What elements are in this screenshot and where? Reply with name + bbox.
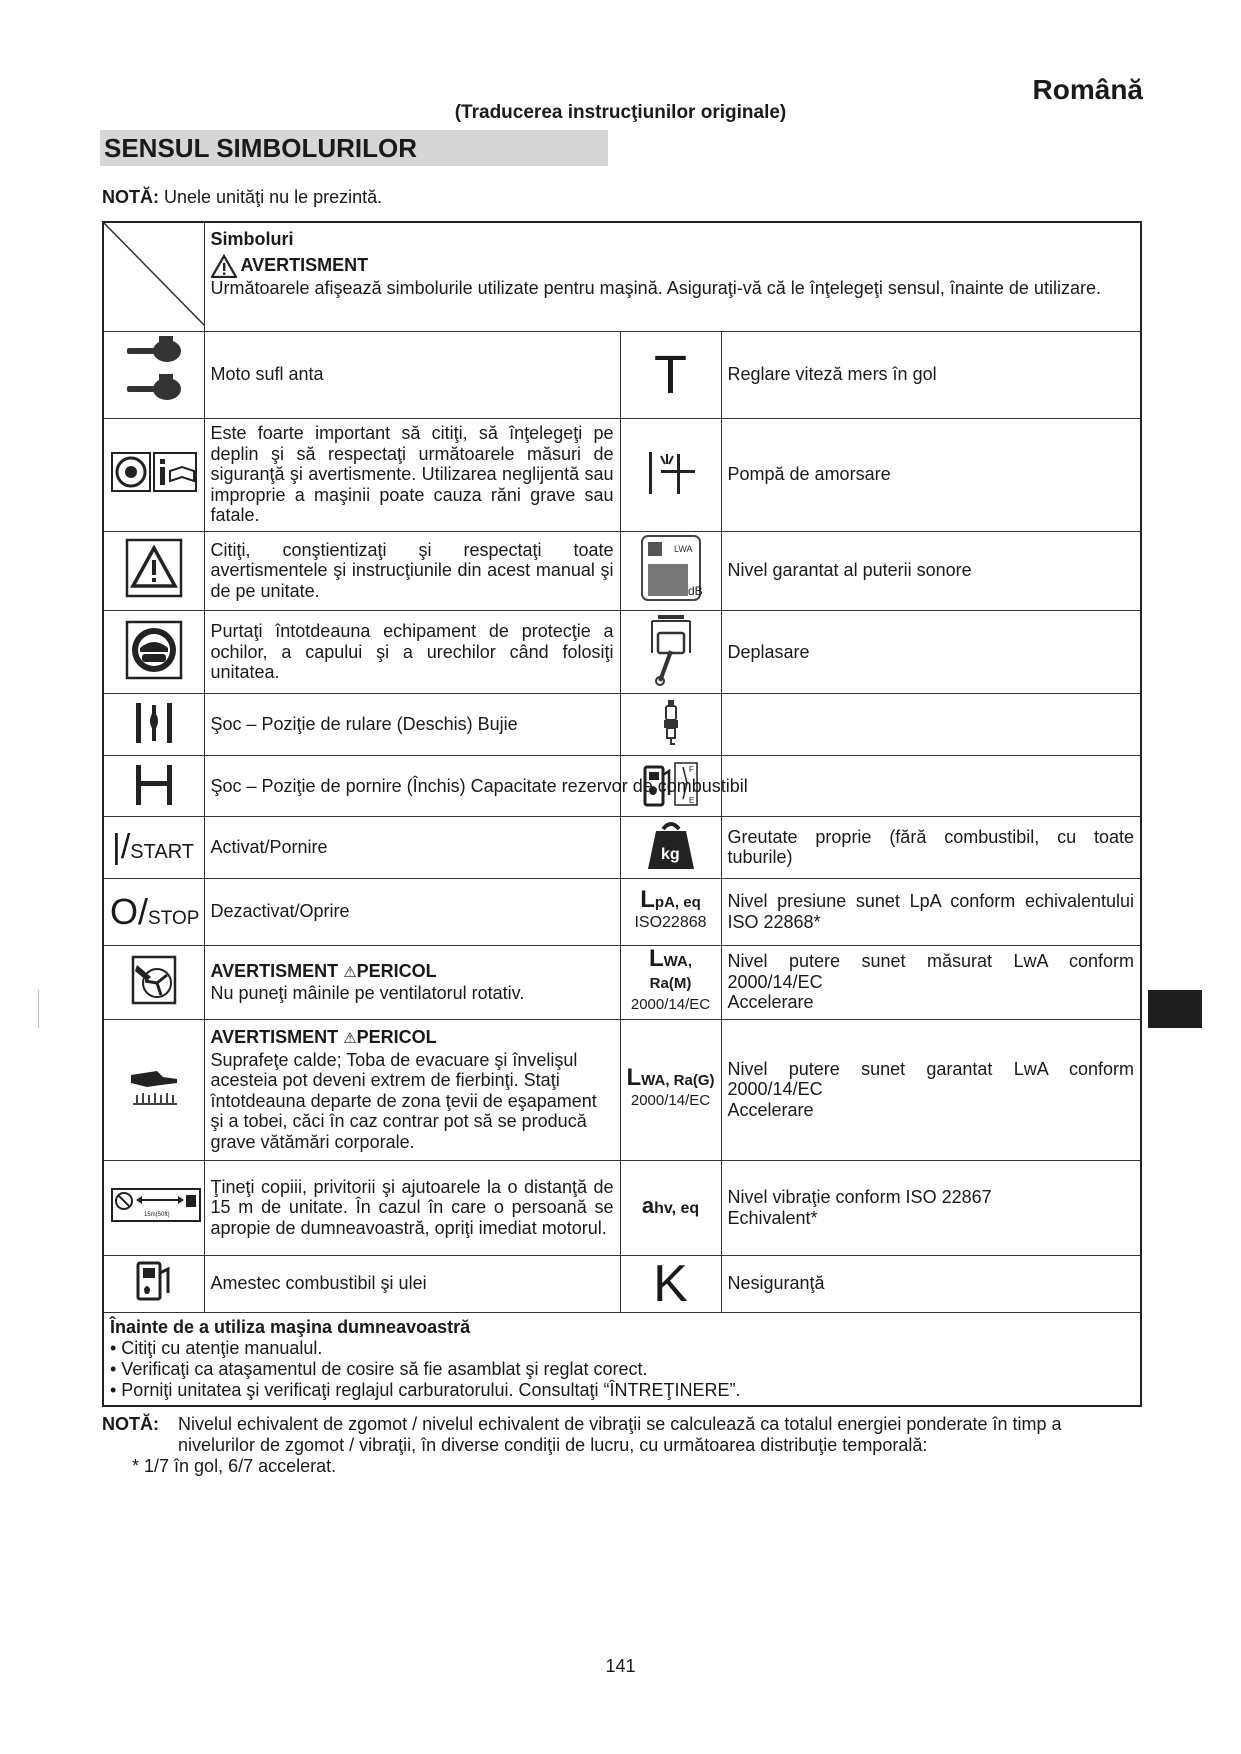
manual-icon-cell <box>103 418 204 531</box>
start-icon-cell <box>103 817 204 879</box>
table-footer-row <box>103 1312 1141 1406</box>
fuel-mix-icon-cell <box>103 1255 204 1312</box>
hazard-small-icon: ⚠ <box>343 1030 357 1047</box>
lwa-m-line1: Nivel putere sunet măsurat LwA conform <box>727 951 1135 972</box>
lpa-main: L <box>640 885 655 913</box>
vibration-main: a <box>641 1192 655 1218</box>
read-warnings-text: Citiţi, conştientizaţi şi respectaţi toate avertismentele şi instrucţiunile din acest manual şi de pe unitate. <box>204 531 620 610</box>
lpa-sub: pA, eq <box>654 893 701 911</box>
lwa-g-sub: WA, Ra(G) <box>641 1071 715 1089</box>
stop-text: Dezactivat/Oprire <box>204 878 620 945</box>
table-row <box>103 756 1141 817</box>
vibration-sub: hv, eq <box>654 1199 700 1217</box>
hot-danger-label: PERICOL <box>356 1027 437 1047</box>
table-row <box>103 418 1141 531</box>
warning-sign-icon <box>125 538 183 598</box>
table-row <box>103 694 1141 756</box>
bottom-note <box>102 1414 1142 1477</box>
hot-surface-cell <box>204 1019 620 1160</box>
distance-icon-cell <box>103 1160 204 1255</box>
diagonal-line-icon <box>104 223 205 326</box>
on-switch-icon: |/ <box>112 828 131 867</box>
uncertainty-text: Nesiguranţă <box>721 1255 1141 1312</box>
fan-danger-label: PERICOL <box>356 960 437 981</box>
hazard-small-icon: ⚠ <box>343 963 357 981</box>
lwa-label: LWA <box>673 544 693 555</box>
fuel-oil-mixture-icon <box>134 1259 174 1303</box>
spark-plug-text <box>721 694 1141 756</box>
margin-mark <box>38 990 39 1028</box>
displacement-piston-icon <box>646 613 696 687</box>
table-row <box>103 1160 1141 1255</box>
language-label: Română <box>1032 74 1143 105</box>
lwa-m-line3: Accelerare <box>727 992 814 1013</box>
before-use-title: Înainte de a utiliza maşina dumneavoastră <box>110 1316 471 1337</box>
k-symbol: K <box>653 1254 688 1313</box>
lwa-g-main: L <box>626 1063 642 1091</box>
page-number: 141 <box>605 1656 636 1676</box>
lwa-g-line3: Accelerare <box>727 1099 814 1120</box>
weight-text: Greutate proprie (fără combustibil, cu toate tuburile) <box>721 817 1141 879</box>
before-use-section <box>103 1312 1141 1406</box>
lwa-guaranteed-symbol <box>626 1063 715 1092</box>
lpa-text: Nivel presiune sunet LpA conform echivalentului ISO 22868* <box>721 878 1141 945</box>
lwa-g-line2: 2000/14/EC <box>727 1079 823 1100</box>
warning-heading <box>211 254 1135 278</box>
fuel-empty-label: E <box>688 795 694 805</box>
warning-label: AVERTISMENT <box>240 255 369 276</box>
weight-icon-cell <box>620 817 721 879</box>
primer-pump-symbol-cell <box>620 418 721 531</box>
lwa-g-standard: 2000/14/EC <box>630 1092 711 1109</box>
vibration-line1: Nivel vibraţie conform ISO 22867 <box>727 1187 992 1207</box>
lwa-m-line2: 2000/14/EC <box>727 971 823 992</box>
header-content <box>204 222 1141 331</box>
idle-speed-text: Reglare viteză mers în gol <box>721 331 1141 418</box>
before-use-item: • Verificaţi ca ataşamentul de cosire să fie asamblat şi reglat corect. <box>110 1358 648 1379</box>
safety-text: Este foarte important să citiţi, să înţelegeţi pe deplin şi să respectaţi următoarele măsuri de siguranţă şi avertismente. Utilizarea neglijentă sau improprie a maşinii poate cauza răni grave sau fatale. <box>204 418 620 531</box>
off-switch-icon: O/ <box>110 890 149 932</box>
blower-icon-cell <box>103 331 204 418</box>
stop-icon-cell <box>103 878 204 945</box>
header-diagonal-cell <box>103 222 204 331</box>
distance-label: 15m(50ft) <box>144 1212 170 1219</box>
hot-surface-icon <box>127 1067 181 1107</box>
lwa-guaranteed-symbol-cell <box>620 1019 721 1160</box>
lwa-guaranteed-text <box>721 1019 1141 1160</box>
choke-start-label: Şoc – Poziţie de pornire (Închis) Capacitate rezervor de combustibil <box>210 775 748 796</box>
fan-warning-text: Nu puneţi mâinile pe ventilatorul rotativ. <box>210 983 525 1003</box>
fan-warning-icon-cell <box>103 945 204 1019</box>
lwa-m-standard: 2000/14/EC <box>630 995 711 1013</box>
lwa-measured-text <box>721 945 1141 1019</box>
piston-icon-cell <box>620 610 721 694</box>
lwa-m-sub: WA, Ra(M) <box>649 952 692 993</box>
bottom-note-text: Nivelul echivalent de zgomot / nivelul echivalent de vibraţii se calculează ca totalul energiei ponderate în timp a nivelurilor de zgomot / vibraţii, în diverse condiţii de lucru, cu următoarea distribuţie temporală: <box>178 1414 1062 1455</box>
protective-equipment-icon <box>125 620 183 680</box>
header-title: Simboluri <box>210 229 294 249</box>
lpa-symbol-cell <box>620 878 721 945</box>
t-symbol: T <box>654 344 687 405</box>
start-text: Activat/Pornire <box>204 817 620 879</box>
before-use-item: • Citiţi cu atenţie manualul. <box>110 1337 323 1358</box>
weight-kg-label: kg <box>660 846 680 863</box>
fuel-mix-text: Amestec combustibil şi ulei <box>204 1255 620 1312</box>
db-label: dB <box>687 584 702 599</box>
section-title: SENSUL SIMBOLURILOR <box>100 130 608 166</box>
spark-plug-icon <box>659 699 683 745</box>
primer-pump-text: Pompă de amorsare <box>721 418 1141 531</box>
bystander-text: Ţineţi copiii, privitorii şi ajutoarele la o distanţă de 15 m de unitate. În cazul în care o persoană se apropie de dumneavoastră, opriţi imediat motorul. <box>204 1160 620 1255</box>
lpa-symbol <box>627 885 715 914</box>
warning-text: Următoarele afişează simbolurile utilizate pentru maşină. Asiguraţi-vă că le înţelegeţi sensul, înainte de utilizare. <box>210 277 1101 298</box>
table-row <box>103 817 1141 879</box>
table-row <box>103 1255 1141 1312</box>
note-label: NOTĂ: <box>102 187 159 207</box>
displacement-text: Deplasare <box>721 610 1141 694</box>
uncertainty-symbol-cell <box>620 1255 721 1312</box>
lwa-g-line1: Nivel putere sunet garantat LwA conform <box>727 1058 1135 1079</box>
table-header-row <box>103 222 1141 331</box>
bottom-note-star: * 1/7 în gol, 6/7 accelerat. <box>132 1456 337 1476</box>
note-text: Unele unităţi nu le prezintă. <box>159 187 383 207</box>
table-row <box>103 878 1141 945</box>
lwa-measured-symbol <box>627 944 715 995</box>
table-row <box>103 531 1141 610</box>
start-icon-label: START <box>130 841 194 864</box>
idle-speed-symbol <box>620 331 721 418</box>
lpa-standard: ISO22868 <box>634 914 707 931</box>
sound-power-text: Nivel garantat al puterii sonore <box>721 531 1141 610</box>
spark-plug-icon-cell <box>620 694 721 756</box>
hot-surface-text: Suprafeţe calde; Toba de evacuare şi învelişul acesteia pot deveni extrem de fierbinţi. Staţi întotdeauna departe de zona ţevii de eşapament şi a tobei, căci în caz contrar pot să se producă grave vătămări corporale. <box>210 1049 597 1152</box>
table-row <box>103 1019 1141 1160</box>
lwa-measured-symbol-cell <box>620 945 721 1019</box>
warning-triangle-cell <box>103 531 204 610</box>
keep-distance-icon <box>110 1187 202 1223</box>
vibration-line2: Echivalent* <box>727 1207 818 1228</box>
choke-open-icon <box>132 699 176 745</box>
sound-power-icon-cell <box>620 531 721 610</box>
bottom-note-label: NOTĂ: <box>102 1414 159 1434</box>
bottom-note-row <box>102 1414 1142 1456</box>
chapter-tab <box>1148 990 1202 1028</box>
primer-pump-icon <box>641 446 701 498</box>
fan-warning-title <box>211 961 614 984</box>
choke-closed-icon <box>132 761 176 807</box>
vibration-text <box>721 1160 1141 1255</box>
note-top <box>102 187 382 208</box>
fuel-full-label: F <box>688 764 694 774</box>
weight-kg-icon <box>646 819 696 871</box>
choke-run-text: Şoc – Poziţie de rulare (Deschis) Bujie <box>204 694 620 756</box>
choke-closed-icon-cell <box>103 756 204 817</box>
choke-start-text <box>204 756 748 817</box>
document-subtitle: (Traducerea instrucţiunilor originale) <box>454 102 787 123</box>
table-row <box>103 331 1141 418</box>
symbols-table <box>102 221 1142 1407</box>
fan-warning-cell <box>204 945 620 1019</box>
table-row <box>103 610 1141 694</box>
ppe-icon-cell <box>103 610 204 694</box>
choke-open-icon-cell <box>103 694 204 756</box>
blower-text: Moto sufl anta <box>204 331 620 418</box>
sound-power-label-icon <box>640 534 702 602</box>
hot-warning-title <box>211 1027 614 1050</box>
ppe-text: Purtaţi întotdeauna echipament de protecţie a ochilor, a capului şi a urechilor când folosiţi unitatea. <box>204 610 620 694</box>
blower-icon <box>119 334 189 410</box>
warning-triangle-icon <box>211 254 237 278</box>
before-use-item: • Porniţi unitatea şi verificaţi reglajul carburatorului. Consultaţi “ÎNTREŢINERE”. <box>110 1379 741 1400</box>
fuel-tank-text <box>721 756 1141 817</box>
hot-surface-icon-cell <box>103 1019 204 1160</box>
rotating-fan-hand-icon <box>131 955 177 1005</box>
hot-warning-label: AVERTISMENT <box>210 1027 339 1047</box>
read-manual-icon <box>110 451 198 493</box>
lwa-m-main: L <box>648 944 664 972</box>
stop-icon-label: STOP <box>148 907 200 929</box>
table-row <box>103 945 1141 1019</box>
fan-warning-label: AVERTISMENT <box>210 960 339 981</box>
vibration-symbol-cell <box>620 1160 721 1255</box>
